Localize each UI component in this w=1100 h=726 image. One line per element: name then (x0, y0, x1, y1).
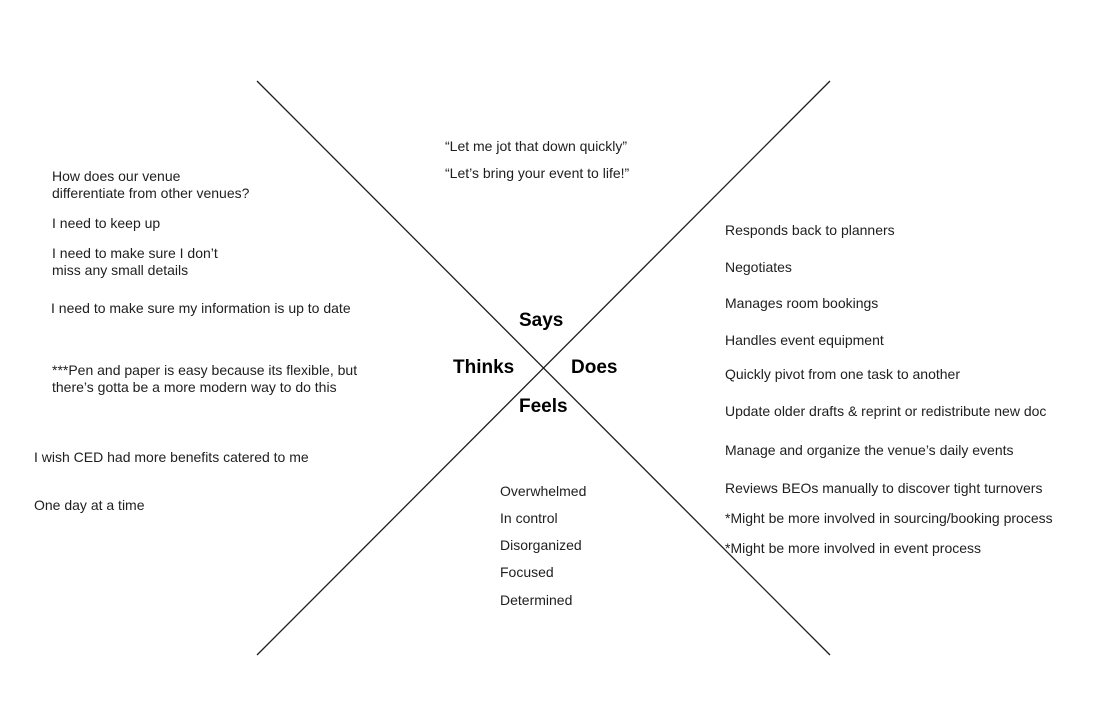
says-note: “Let me jot that down quickly” (445, 138, 628, 154)
thinks-note: I wish CED had more benefits catered to me (34, 449, 309, 465)
feels-note: Disorganized (500, 537, 582, 553)
quadrant-label-says: Says (519, 310, 564, 331)
quadrant-label-does: Does (571, 357, 618, 378)
does-note: Manage and organize the venue’s daily events (725, 442, 1014, 458)
thinks-note: I need to make sure my information is up to date (51, 300, 351, 316)
does-note: Update older drafts & reprint or redistribute new doc (725, 403, 1047, 419)
does-note: Negotiates (725, 259, 792, 275)
quadrant-label-thinks: Thinks (453, 357, 515, 378)
does-note: Handles event equipment (725, 332, 884, 348)
thinks-note: I need to keep up (52, 215, 161, 231)
does-note: *Might be more involved in sourcing/booking process (725, 510, 1053, 526)
thinks-note: I need to make sure I don’t miss any small details (52, 245, 218, 278)
does-note: Reviews BEOs manually to discover tight turnovers (725, 480, 1043, 496)
says-note: “Let’s bring your event to life!” (445, 165, 630, 181)
thinks-note: How does our venue differentiate from other venues? (52, 168, 250, 201)
feels-note: Determined (500, 592, 573, 608)
feels-note: Focused (500, 564, 554, 580)
does-note: *Might be more involved in event process (725, 540, 982, 556)
quadrant-label-feels: Feels (519, 396, 568, 417)
does-note: Manages room bookings (725, 295, 879, 311)
feels-note: Overwhelmed (500, 483, 587, 499)
feels-note: In control (500, 510, 558, 526)
does-note: Quickly pivot from one task to another (725, 366, 960, 382)
thinks-note: One day at a time (34, 497, 145, 513)
thinks-note: ***Pen and paper is easy because its flexible, but there’s gotta be a more modern way to do this (52, 362, 358, 395)
does-note: Responds back to planners (725, 222, 895, 238)
